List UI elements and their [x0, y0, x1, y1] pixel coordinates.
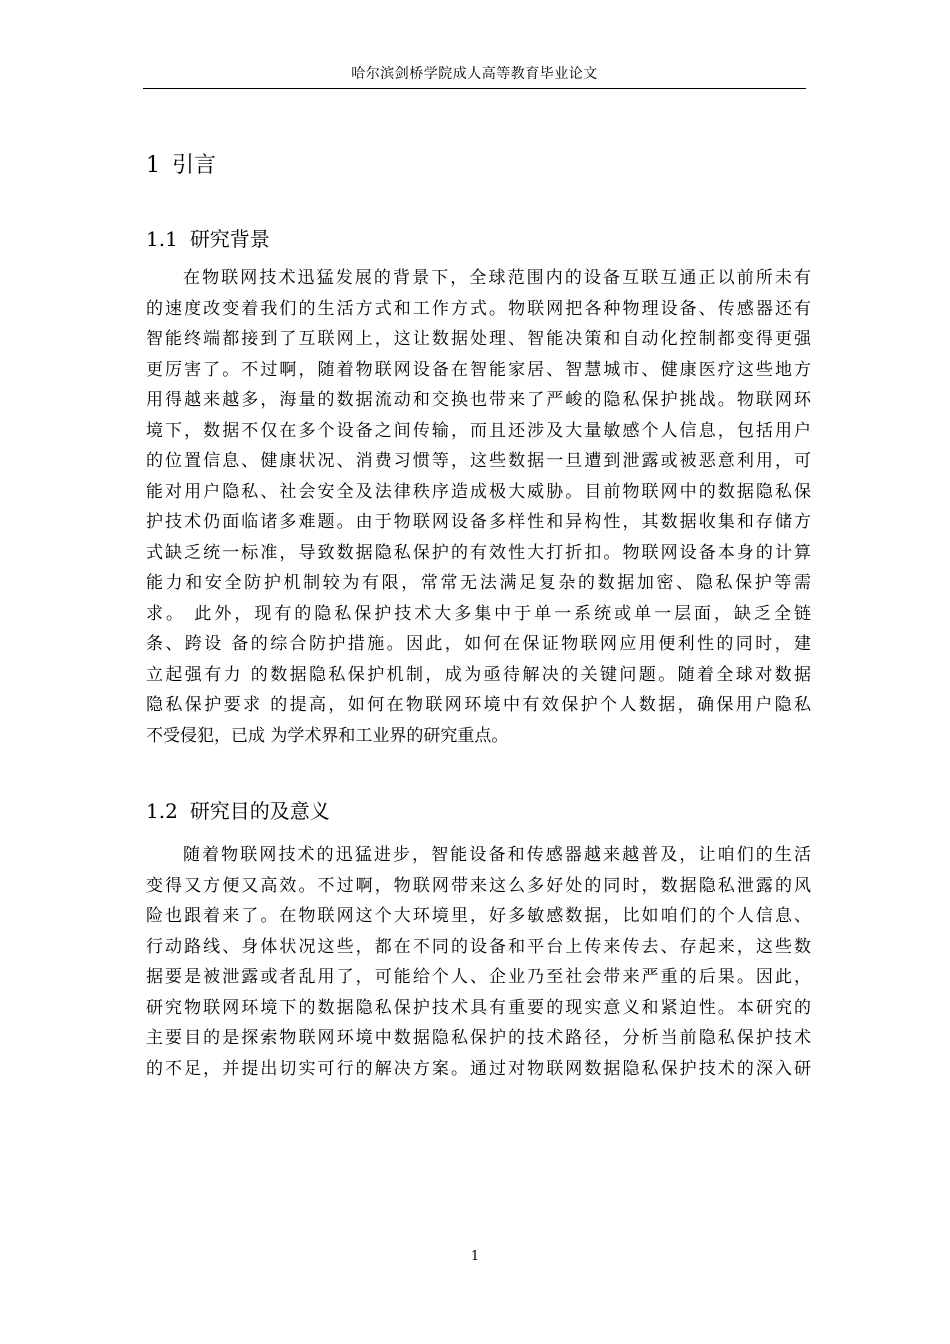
chapter-heading — [146, 150, 216, 182]
paragraph-line: 变得又方便又高效。不过啊，物联网带来这么多好处的同时，数据隐私泄露的风 — [146, 875, 811, 896]
paragraph-line: 能力和安全防护机制较为有限，常常无法满足复杂的数据加密、隐私保护等需 — [146, 573, 811, 593]
paragraph-line: 护技术仍面临诸多难题。由于物联网设备多样性和异构性，其数据收集和存储方 — [146, 512, 811, 532]
section-title: 研究背景 — [189, 227, 270, 251]
paragraph-line: 求。 此外，现有的隐私保护技术大多集中于单一系统或单一层面，缺乏全链 — [146, 603, 811, 624]
section-heading-1-1 — [146, 224, 270, 254]
paragraph-line: 更厉害了。不过啊，随着物联网设备在智能家居、智慧城市、健康医疗这些地方 — [146, 359, 811, 380]
paragraph-line: 用得越来越多，海量的数据流动和交换也带来了严峻的隐私保护挑战。物联网环 — [146, 390, 811, 410]
section-title: 研究目的及意义 — [189, 799, 330, 823]
section-number: 1.1 — [146, 227, 178, 251]
chapter-title: 引言 — [172, 153, 217, 178]
paragraph-line: 条、跨设 备的综合防护措施。因此，如何在保证物联网应用便利性的同时，建 — [146, 634, 811, 654]
section-heading-1-2 — [146, 796, 330, 826]
paragraph-line: 的不足，并提出切实可行的解决方案。通过对物联网数据隐私保护技术的深入研 — [146, 1058, 811, 1079]
paragraph-line: 在物联网技术迅猛发展的背景下，全球范围内的设备互联互通正以前所未有 — [183, 268, 811, 288]
paragraph-line: 研究物联网环境下的数据隐私保护技术具有重要的现实意义和紧迫性。本研究的 — [146, 997, 811, 1018]
paragraph-line: 立起强有力 的数据隐私保护机制，成为亟待解决的关键问题。随着全球对数据 — [146, 664, 811, 685]
paragraph-line: 险也跟着来了。在物联网这个大环境里，好多敏感数据，比如咱们的个人信息、 — [146, 906, 811, 926]
running-header: 哈尔滨剑桥学院成人高等教育毕业论文 — [351, 66, 598, 82]
paragraph-line: 行动路线、身体状况这些，都在不同的设备和平台上传来传去、存起来，这些数 — [146, 936, 811, 957]
paragraph-line: 主要目的是探索物联网环境中数据隐私保护的技术路径，分析当前隐私保护技术 — [146, 1028, 811, 1048]
paragraph-line: 不受侵犯，已成 为学术界和工业界的研究重点。 — [146, 725, 509, 746]
paragraph-research-purpose — [146, 840, 811, 1084]
paragraph-line: 的速度改变着我们的生活方式和工作方式。物联网把各种物理设备、传感器还有 — [146, 298, 811, 319]
chapter-number: 1 — [146, 153, 160, 178]
section-number: 1.2 — [146, 799, 178, 823]
paragraph-line: 境下，数据不仅在多个设备之间传输，而且还涉及大量敏感个人信息，包括用户 — [146, 420, 811, 441]
paragraph-line: 的位置信息、健康状况、消费习惯等，这些数据一旦遭到泄露或被恶意利用，可 — [146, 451, 811, 471]
paragraph-line: 据要是被泄露或者乱用了，可能给个人、企业乃至社会带来严重的后果。因此， — [146, 967, 811, 987]
paragraph-line: 智能终端都接到了互联网上，这让数据处理、智能决策和自动化控制都变得更强 — [146, 329, 811, 349]
paragraph-line: 能对用户隐私、社会安全及法律秩序造成极大威胁。目前物联网中的数据隐私保 — [146, 481, 811, 502]
paragraph-line: 随着物联网技术的迅猛进步，智能设备和传感器越来越普及，让咱们的生活 — [183, 845, 811, 865]
page-number: 1 — [470, 1249, 480, 1264]
header-rule — [143, 88, 806, 89]
paragraph-line: 隐私保护要求 的提高，如何在物联网环境中有效保护个人数据，确保用户隐私 — [146, 695, 811, 715]
paragraph-line: 式缺乏统一标准，导致数据隐私保护的有效性大打折扣。物联网设备本身的计算 — [146, 542, 811, 563]
paragraph-research-background — [146, 263, 811, 751]
